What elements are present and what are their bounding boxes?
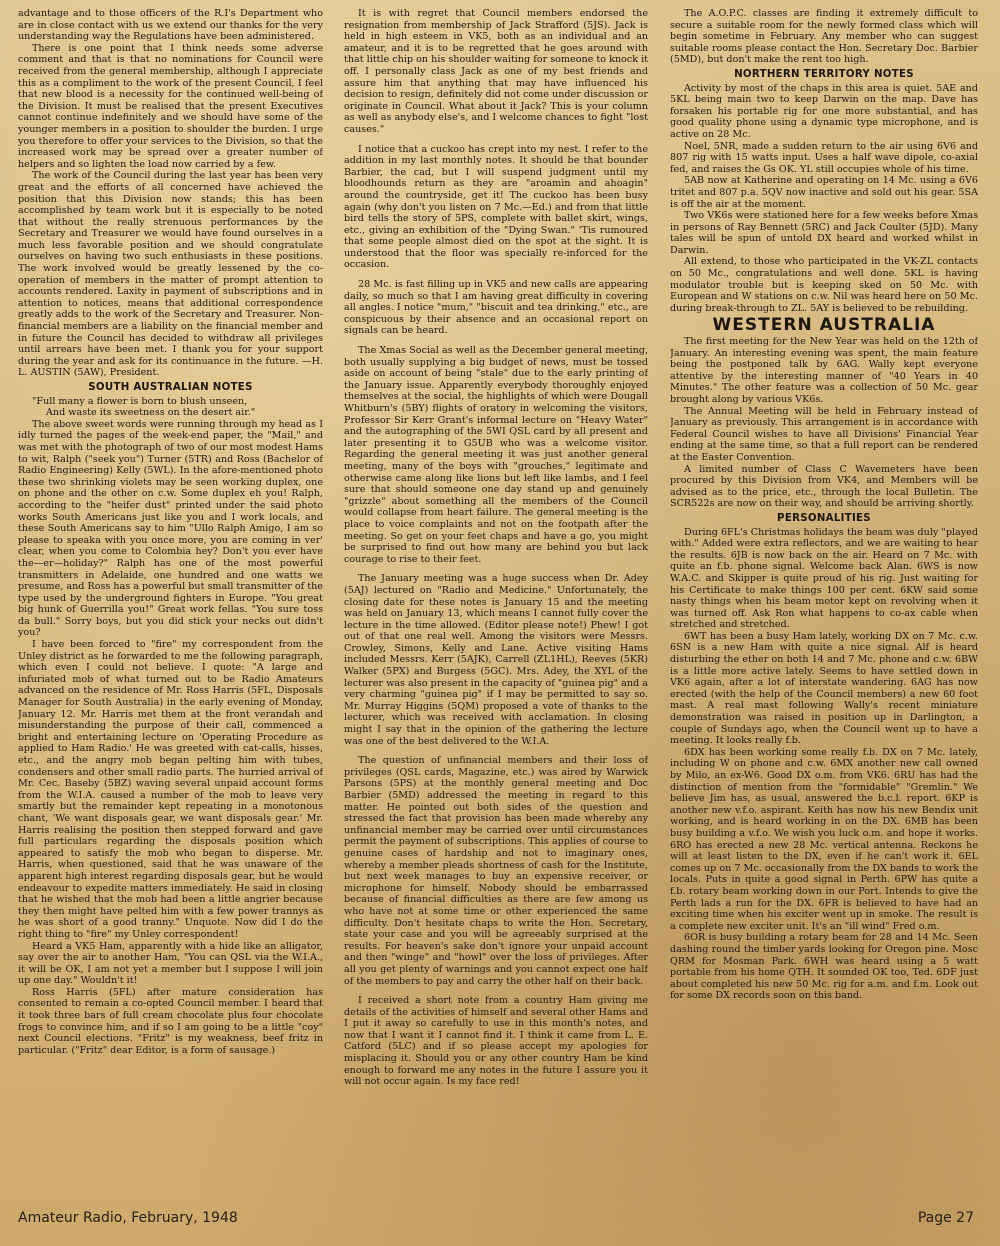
- section-heading-western-australia: WESTERN AUSTRALIA: [712, 315, 936, 336]
- paragraph: 6DX has been working some really f.b. DX on 7 Mc. lately, including W on phone and c.w. 6MX another new call owned by Milo, an ex-W6. Good DX o.m. from VK6. 6RU has had the distinction of mention from the "formidable" "Gremlin." We believe Jim has, as usual, answered the b.c.l. report. 6KP is another new v.f.o. aspirant. Keith has now his new Bendix unit working, and is heard working in on the DX. 6MB has been busy building a v.f.o. We wish you luck o.m. and hope it works. 6RO has erected a new 28 Mc. vertical antenna. Reckons he will at least listen to the DX, even if he can't work it. 6EL comes up on 7 Mc. occasionally from the DX bands to work the locals. Puts in quite a good signal in Perth. 6PW has quite a f.b. rotary beam working down in our Port. Intends to give the Perth lads a run for the DX. 6FR is believed to have had an exciting time when his exciter went up in smoke. The result is a complete new exciter unit. It's an "ill wind" Fred o.m.: [670, 746, 978, 932]
- column-right: [670, 8, 978, 1208]
- section-heading-south-australian-notes: SOUTH AUSTRALIAN NOTES: [88, 382, 253, 393]
- paragraph: Noel, 5NR, made a sudden return to the air using 6V6 and 807 rig with 15 watts input. Uses a half wave dipole, co-axial fed, and raises the Gs OK. YL still occupies whole of his time.: [670, 140, 978, 175]
- poem-line: And waste its sweetness on the desert air.": [46, 407, 256, 419]
- paragraph: 6OR is busy building a rotary beam for 28 and 14 Mc. Seen dashing round the timber yards looking for Oregon pine. Mosc QRM for Mosman Park. 6WH was heard using a 5 watt portable from his home QTH. It sounded OK too, Ted. 6DF just about completed his new 50 Mc. rig for a.m. and f.m. Look out for some DX records soon on this band.: [670, 932, 978, 1002]
- paragraph: Ross Harris (5FL) after mature consideration has consented to remain a co-opted Council member. I heard that it took three bars of full cream chocolate plus four chocolate frogs to convince him, and if so I am going to be a little "coy" next Council elections. "Fritz" is my weakness, beef fritz in particular. ("Fritz" dear Editor, is a form of sausage.): [18, 986, 323, 1056]
- paragraph: The first meeting for the New Year was held on the 12th of January. An interesting evening was spent, the main feature being the postponed talk by 6AG. Wally kept everyone attentive by the interesting manner of "40 Years in 40 Minutes." The other feature was a collection of 50 Mc. gear brought along by various VK6s.: [670, 336, 978, 405]
- paragraph: The above sweet words were running through my head as I idly turned the pages of the week-end paper, the "Mail," and was met with the photograph of two of our most modest Hams to wit, Ralph ("seek you") Turner (5TR) and Ross (Bachelor of Radio Engineering) Kelly (5WL). In the afore-mentioned photo these two shrinking violets may be seen working duplex, one on phone and the other on c.w. Some duplex eh you! Ralph, according to the "heifer dust" printed under the said photo works South Americans just like you and I work locals, and these South Americans say to him "Ullo Ralph Amigo, I am so please to speaka with you once more, you are coming in ver' clear, when you come to Colombia hey? Don't you ever have the—er—holiday?" Ralph has one of the most powerful transmitters in Adelaide, one hundred and one watts we presume, and Ross has a powerful but small transmitter of the type used by the underground fighters in Europe. "You great big hunk of Guerrilla you!" Great work fellas. "You sure toss da bull." Sorry boys, but you did stick your necks out didn't you?: [18, 418, 323, 639]
- paragraph: All extend, to those who participated in the VK-ZL contacts on 50 Mc., congratulations and well done. 5KL is having modulator trouble but is keeping sked on 50 Mc. with European and W stations on c.w. Nil was heard here on 50 Mc. during break-through to ZL. 5AY is believed to be rebuilding.: [670, 256, 978, 314]
- section-heading-northern-territory-notes: NORTHERN TERRITORY NOTES: [734, 68, 914, 80]
- paragraph: Activity by most of the chaps in this area is quiet. 5AE and 5KL being main two to keep Darwin on the map. Dave has forsaken his portable rig for one more substantial, and has good quality phone using a dynamic type microphone, and is active on 28 Mc.: [670, 82, 978, 140]
- paragraph: During 6FL's Christmas holidays the beam was duly "played with." Added were extra reflectors, and we are waiting to hear the results. 6JB is now back on the air. Heard on 7 Mc. with quite an f.b. phone signal. Welcome back Alan. 6WS is now W.A.C. and Skipper is quite proud of his rig. Just waiting for his Certificate to make things 100 per cent. 6KW said some nasty things when his beam motor kept on revolving when it was turned off. Ask Ron what happens to co-ax cable when stretched and stretched.: [670, 526, 978, 631]
- paragraph: The Xmas Social as well as the December general meeting, both usually supplying a big budget of news, must be tossed aside on account of being "stale" due to the early printing of the January issue. Apparently everybody thoroughly enjoyed themselves at the social, the highlights of which were Dougall Whitburn's (5BY) flights of oratory in welcoming the visitors, Professor Sir Kerr Grant's informal lecture on "Heavy Water" and the autographing of the 5WI QSL card by all present and later presenting it to G5UB who was a welcome visitor. Regarding the general meeting it was just another general meeting, many of the boys with "grouches," legitimate and otherwise came along like lions but left like lambs, and I feel sure that should someone one day stand up and genuinely "grizzle" about something all the members of the Council would collapse from heart failure. The general meeting is the place to voice complaints and not on the footpath after the meeting. So get on your feet chaps and have a go, you might be surprised to find out how many are behind you but lack courage to rise to their feet.: [344, 345, 648, 565]
- column-middle: [344, 8, 648, 1208]
- paragraph: advantage and to those officers of the R.I's Department who are in close contact with us we extend our thanks for the very understanding way the Regulations have been administered.: [18, 8, 323, 43]
- paragraph: The question of unfinancial members and their loss of privileges (QSL cards, Magazine, etc.) was aired by Warwick Parsons (5PS) at the monthly general meeting and Doc Barbier (5MD) addressed the meeting in regard to this matter. He pointed out both sides of the question and stressed the fact that provision has been made whereby any unfinancial member may be carried over until circumstances permit the payment of subscriptions. This applies of course to genuine cases of hardship and not to imaginary ones, whereby a member pleads shortness of cash for the Institute, but next week manages to buy an expensive receiver, or microphone for himself. Nobody should be embarrassed because of financial difficulties as there are few among us who have not at some time or other experienced the same difficulty. Don't hesitate chaps to write the Hon. Secretary, state your case and you will be agreeably surprised at the results. For heaven's sake don't ignore your unpaid account and then "winge" and "howl" over the loss of privileges. After all you get plenty of warnings and you cannot expect one half of the members to pay and carry the other half on their back.: [344, 755, 648, 987]
- paragraph: I received a short note from a country Ham giving me details of the activities of himself and several other Hams and I put it away so carefully to use in this month's notes, and now that I want it I cannot find it. I think it came from L. E. Catford (5LC) and if so please accept my apologies for misplacing it. Should you or any other country Ham be kind enough to forward me any notes in the future I assure you it will not occur again. Is my face red!: [344, 995, 648, 1088]
- paragraph: A limited number of Class C Wavemeters have been procured by this Division from VK4, and Members will be advised as to the price, etc., through the local Bulletin. The SCR522s are now on their way, and should be arriving shortly.: [670, 463, 978, 510]
- poem-line: "Full many a flower is born to blush unseen,: [32, 395, 248, 407]
- paragraph: 6WT has been a busy Ham lately, working DX on 7 Mc. c.w. 6SN is a new Ham with quite a nice signal. Alf is heard disturbing the ether on both 14 and 7 Mc. phone and c.w. 6BW is a little more active lately. Seems to have settled down in VK6 again, after a lot of interstate wandering. 6AG has now erected (with the help of the Council members) a new 60 foot mast. A real mast following Wally's recent miniature demonstration was raised in position up in Darlington, a couple of Sundays ago, when the Council went up to have a meeting. It looks really f.b.: [670, 630, 978, 747]
- section-heading-personalities: PERSONALITIES: [777, 512, 871, 524]
- paragraph: 5AB now at Katherine and operating on 14 Mc. using a 6V6 tritet and 807 p.a. 5QV now inactive and sold out his gear. 5SA is off the air at the moment.: [670, 175, 978, 210]
- paragraph: The A.O.P.C. classes are finding it extremely difficult to secure a suitable room for the newly formed class which will begin sometime in February. Any member who can suggest suitable rooms please contact the Hon. Secretary Doc. Barbier (5MD), but don't make the rent too high.: [670, 8, 978, 66]
- paragraph: Two VK6s were stationed here for a few weeks before Xmas in persons of Ray Bennett (5RC) and Jack Coulter (5JD). Many tales will be spun of untold DX heard and worked whilst in Darwin.: [670, 210, 978, 256]
- column-left: [18, 8, 323, 1208]
- paragraph: I notice that a cuckoo has crept into my nest. I refer to the addition in my last monthly notes. It should be that bounder Barbier, the cad, but I will suspend judgment until my bloodhounds return as they are "aroamin and ahoagin" around the countryside, get it! The cuckoo has been busy again (why don't you listen on 7 Mc.—Ed.) and from that little bird tells the story of 5PS, complete with ballet skirt, wings, etc., giving an exhibition of the "Dying Swan." 'Tis rumoured that some people almost died on the spot at the sight. It is understood that the floor was specially re-inforced for the occasion.: [344, 143, 648, 271]
- paragraph: It is with regret that Council members endorsed the resignation from membership of Jack Strafford (5JS). Jack is held in high esteem in VK5, both as an individual and an amateur, and it is to be regretted that he goes around with that little chip on his shoulder waiting for someone to knock it off. I personally class Jack as one of my best friends and assure him that anything that may have influenced his decision to resign, definitely did not come under discussion or originate in Council. What about it Jack? This is your column as well as anybody else's, and I welcome chances to fight "lost causes.": [344, 8, 648, 135]
- paragraph: The Annual Meeting will be held in February instead of January as previously. This arrangement is in accordance with Federal Council wishes to have all Divisions' Financial Year ending at the same time, so that a full report can be rendered at the Easter Convention.: [670, 405, 978, 463]
- footer-page-number: Page 27: [917, 1210, 974, 1226]
- paragraph: Heard a VK5 Ham, apparently with a hide like an alligator, say over the air to another Ham, "You can QSL via the W.I.A., it will be OK, I am not yet a member but I suppose I will join up one day." Wouldn't it!: [18, 940, 323, 987]
- paragraph: The January meeting was a huge success when Dr. Adey (5AJ) lectured on "Radio and Medicine." Unfortunately, the closing date for these notes is January 15 and the meeting was held on January 13, which means I cannot fully cover the lecture in the time allowed. (Editor please note!) Phew! I got out of that one real well. Among the visitors were Messrs. Crowley, Simons, Kelly and Lane. Active visiting Hams included Messrs. Kerr (5AJK), Carrell (ZL1HL), Reeves (5KR) Walker (5PX) and Burgess (5GC). Mrs. Adey, the XYL of the lecturer was also present in the capacity of "guinea pig" and a very charming "guinea pig" if I may be permitted to say so. Mr. Murray Higgins (5QM) proposed a vote of thanks to the lecturer, which was received with acclamation. In closing might I say that in the opinion of the gathering the lecture was one of the best delivered to the W.I.A.: [344, 573, 648, 747]
- paragraph: The work of the Council during the last year has been very great and the efforts of all concerned have achieved the position that this Division now stands; this has been accomplished by team work but it is especially to be noted that without the really strenuous performances by the Secretary and Treasurer we would have found ourselves in a much less favorable position and we should congratulate ourselves on having two such enthusiasts in these positions. The work involved would be greatly lessened by the co-operation of members in the matter of prompt attention to accounts rendered. Laxity in payment of subscriptions and in attention to notices, means that additional correspondence greatly adds to the work of the Secretary and Treasurer. Non-financial members are a liability on the financial member and in future the Council has decided to withdraw all privileges until arrears have been met. I thank you for your support during the year and ask for its continuance in the future. —H. L. AUSTIN (5AW), President.: [18, 170, 323, 379]
- paragraph: 28 Mc. is fast filling up in VK5 and new calls are appearing daily, so much so that I am having great difficulty in covering all angles. I notice "mum," "biscuit and tea drinking," etc., are conspicuous by their absence and an occasional report on signals can be heard.: [344, 279, 648, 337]
- paragraph: I have been forced to "fire" my correspondent from the Unley district as he forwarded to me the following paragraph, which even I could not believe. I quote: "A large and infuriated mob of what turned out to be Radio Amateurs advanced on the residence of Mr. Ross Harris (5FL, Disposals Manager for South Australia) in the early evening of Monday, January 12. Mr. Harris met them at the front verandah and misunderstanding the purpose of their call, commenced a bright and entertaining lecture on 'Operating Procedure as applied to Ham Radio.' He was greeted with cat-calls, hisses, etc., and the angry mob began pelting him with tubes, condensers and other small radio parts. The hurried arrival of Mr. Cec. Baseby (5BZ) waving several unpaid account forms from the W.I.A. caused a number of the mob to leave very smartly but the remainder kept repeating in a monotonous chant, 'We want disposals gear, we want disposals gear.' Mr. Harris realising the position then stepped forward and gave full particulars regarding the disposals position which appeared to satisfy the mob who began to disperse. Mr. Harris, when questioned, said that he was unaware of the apparent high interest regarding disposals gear, but he would endeavour to expedite matters immediately. He said in closing that he wished that the mob had been a little angrier because they then might have pelted him with a few power trannys as he was short of a good tranny." Unquote. Now did I do the right thing to "fire" my Unley correspondent!: [18, 639, 323, 940]
- footer-publication: Amateur Radio, February, 1948: [18, 1210, 238, 1226]
- paragraph: There is one point that I think needs some adverse comment and that is that no nominations for Council were received from the general membership, although I appreciate this as a compliment to the work of the present Council, I feel that new blood is a necessity for the continued well-being of the Division. It must be realised that the present Executives cannot continue indefinitely and we should have some of the younger members in a position to shoulder the burden. I urge you therefore to offer your services to the Division, so that the increased work may be spread over a greater number of helpers and so lighten the load now carried by a few.: [18, 42, 323, 170]
